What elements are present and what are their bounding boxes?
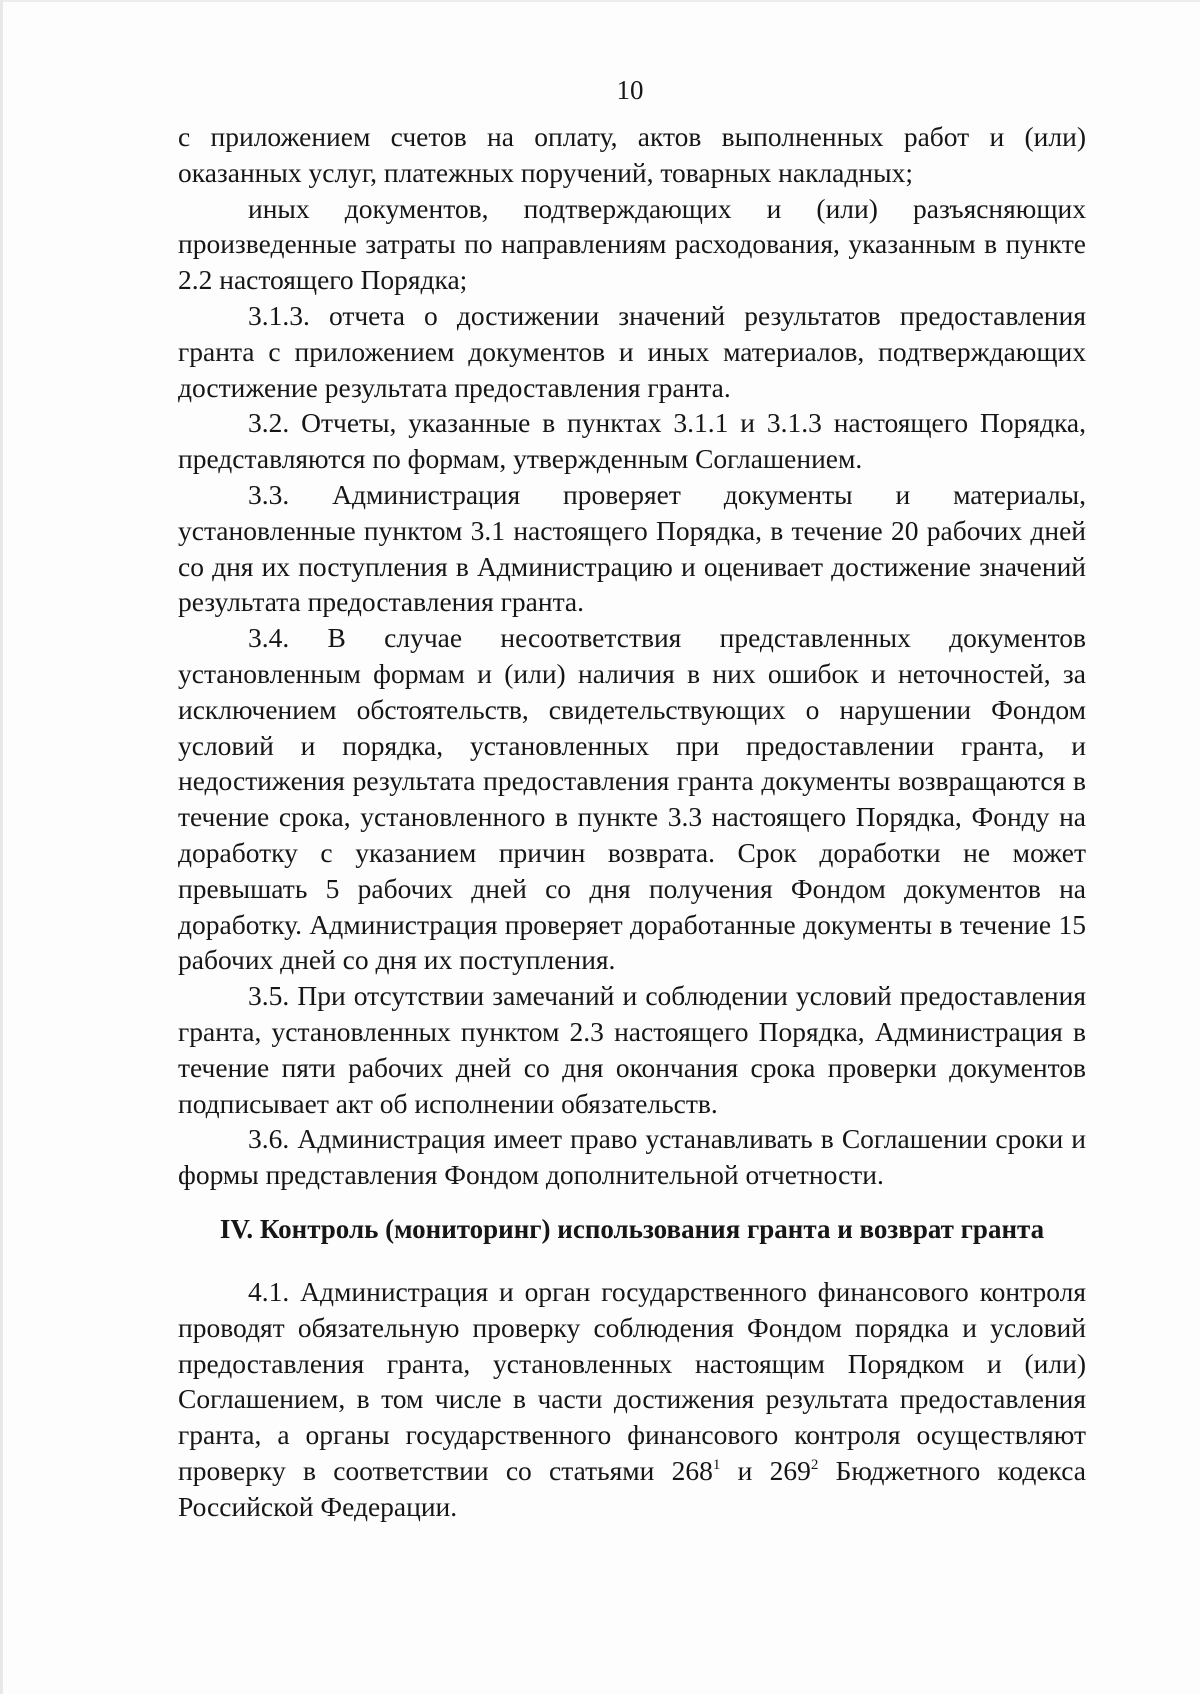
paragraph-p-3-4: 3.4. В случае несоответствия представленных документов установленным формам и (или) наличия в них ошибок и неточностей, за исключением обстоятельств, свидетельствующих о нарушении Фондом условий и порядка, установленных при предоставлении гранта, и недостижения результата предоставления гранта документы возвращаются в течение срока, установленного в пункте 3.3 настоящего Порядка, Фонду на доработку с указанием причин возврата. Срок доработки не может превышать 5 рабочих дней со дня получения Фондом документов на доработку. Администрация проверяет доработанные документы в течение 15 рабочих дней со дня их поступления. [178,622,1086,976]
scan-edge-left [0,0,3,1694]
paragraph-p-3-5: 3.5. При отсутствии замечаний и соблюдении условий предоставления гранта, установленных пунктом 2.3 настоящего Порядка, Администрация в течение пяти рабочих дней со дня окончания срока проверки документов подписывает акт об исполнении обязательств. [178,980,1086,1119]
paragraph-p-3-6: 3.6. Администрация имеет право устанавливать в Соглашении сроки и формы представления Фондом дополнительной отчетности. [178,1123,1086,1191]
page-number: 10 [616,75,644,105]
paragraphs-section-3 [178,119,1086,1193]
article-joiner: и [720,1454,770,1486]
scan-edge-top [0,0,1200,2]
paragraph-4-1 [178,1274,1086,1525]
article-268-superscript: 1 [712,1456,721,1473]
section-heading-iv: IV. Контроль (мониторинг) использования гранта и возврат гранта [219,1213,1045,1244]
article-269-ref: 269 [769,1454,811,1486]
paragraph-4-1-text: 4.1. Администрация и орган государственного финансового контроля проводят обязательную проверку соблюдения Фондом порядка и условий предоставления гранта, установленных настоящим Порядком и (или) Соглашением, в том числе в части достижения результата предоставления гранта, а органы государственного финансового контроля осуществляют проверку в соответствии со статьями [178,1275,1086,1486]
paragraph-p-3-1-3: 3.1.3. отчета о достижении значений результатов предоставления гранта с приложением документов и иных материалов, подтверждающих достижение результата предоставления гранта. [178,299,1086,403]
paragraph-p-3-3: 3.3. Администрация проверяет документы и материалы, установленные пунктом 3.1 настоящего Порядка, в течение 20 рабочих дней со дня их поступления в Администрацию и оценивает достижение значений результата предоставления гранта. [178,478,1086,618]
paragraph-p-3-2: 3.2. Отчеты, указанные в пунктах 3.1.1 и 3.1.3 настоящего Порядка, представляются по формам, утвержденным Соглашением. [178,407,1086,475]
article-269-superscript: 2 [810,1456,819,1473]
paragraph-4-1-tail: Бюджетного кодекса Российской Федерации. [178,1454,1086,1522]
paragraph-cont-1: с приложением счетов на оплату, актов выполненных работ и (или) оказанных услуг, платежных поручений, товарных накладных; [178,121,1086,188]
article-268-ref: 268 [671,1454,713,1486]
document-body [178,119,1086,1524]
paragraph-cont-2: иных документов, подтверждающих и (или) разъясняющих произведенные затраты по направлениям расходования, указанным в пункте 2.2 настоящего Порядка; [178,192,1086,296]
